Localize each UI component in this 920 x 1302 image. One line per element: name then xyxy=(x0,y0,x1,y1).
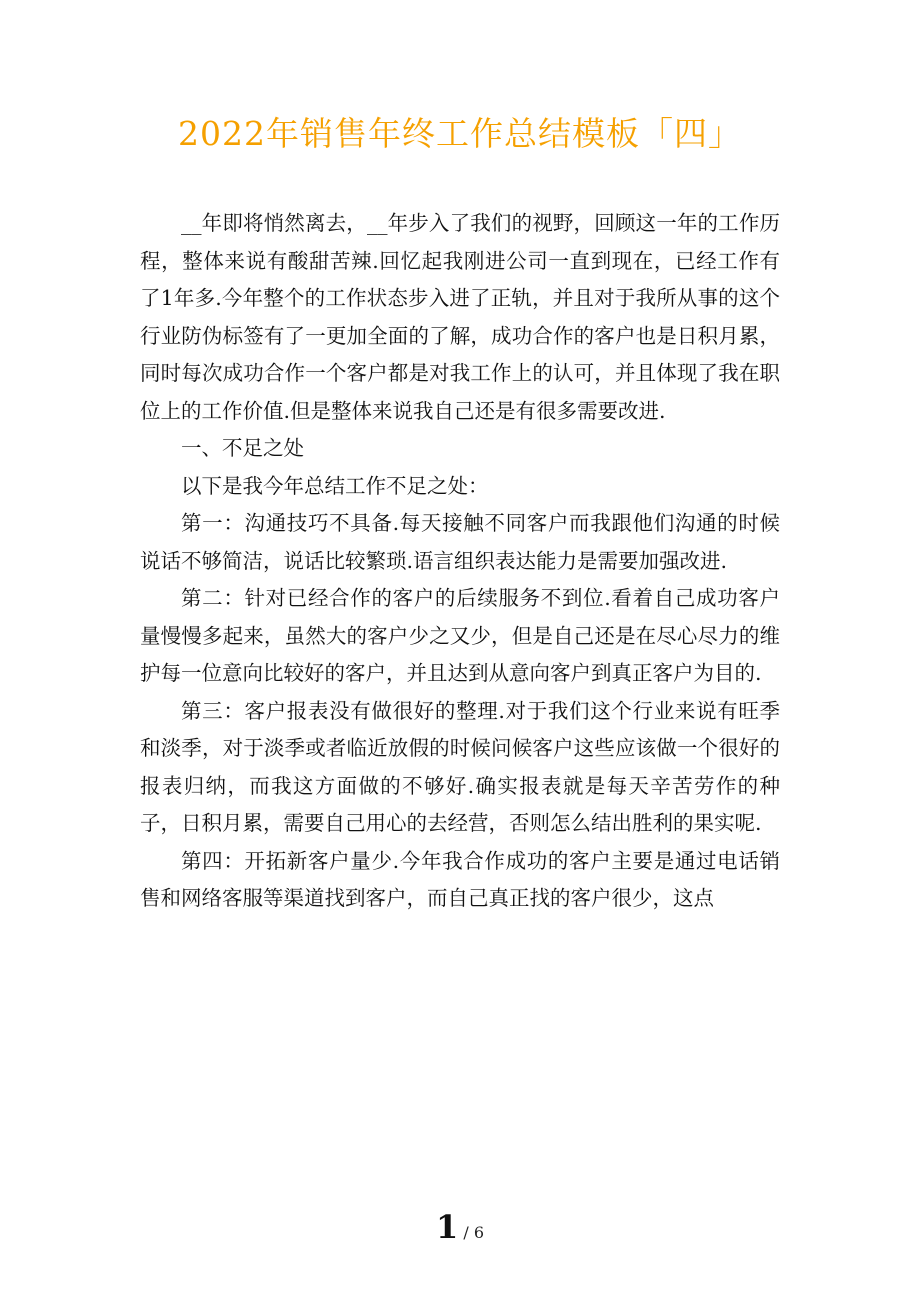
document-title: 2022年销售年终工作总结模板「四」 xyxy=(178,114,742,153)
document-body xyxy=(140,205,780,918)
paragraph-shortcomings-lead: 以下是我今年总结工作不足之处： xyxy=(181,473,489,498)
paragraph-point-three: 第三：客户报表没有做很好的整理.对于我们这个行业来说有旺季和淡季，对于淡季或者临近放假的时候问候客户这些应该做一个很好的报表归纳，而我这方面做的不够好.确实报表就是每天辛苦劳作的种子，日积月累，需要自己用心的去经营，否则怎么结出胜利的果实呢. xyxy=(140,698,780,835)
page-total: / 6 xyxy=(458,1223,484,1242)
section-heading-shortcomings: 一、不足之处 xyxy=(181,436,304,460)
paragraph-point-four: 第四：开拓新客户量少.今年我合作成功的客户主要是通过电话销售和网络客服等渠道找到客户，而自己真正找的客户很少，这点 xyxy=(140,848,780,910)
paragraph-point-two: 第二：针对已经合作的客户的后续服务不到位.看着自己成功客户量慢慢多起来，虽然大的客户少之又少，但是自己还是在尽心尽力的维护每一位意向比较好的客户，并且达到从意向客户到真正客户为目的. xyxy=(140,586,780,685)
page-number: 1 xyxy=(435,1208,459,1246)
page-footer xyxy=(0,1207,920,1253)
paragraph-point-one: 第一：沟通技巧不具备.每天接触不同客户而我跟他们沟通的时候说话不够简洁，说话比较繁琐.语言组织表达能力是需要加强改进. xyxy=(140,511,780,573)
paragraph-intro: __年即将悄然离去，__年步入了我们的视野，回顾这一年的工作历程，整体来说有酸甜苦辣.回忆起我刚进公司一直到现在，已经工作有了1年多.今年整个的工作状态步入进了正轨，并且对于我所从事的这个行业防伪标签有了一更加全面的了解，成功合作的客户也是日积月累，同时每次成功合作一个客户都是对我工作上的认可，并且体现了我在职位上的工作价值.但是整体来说我自己还是有很多需要改进. xyxy=(140,211,780,423)
